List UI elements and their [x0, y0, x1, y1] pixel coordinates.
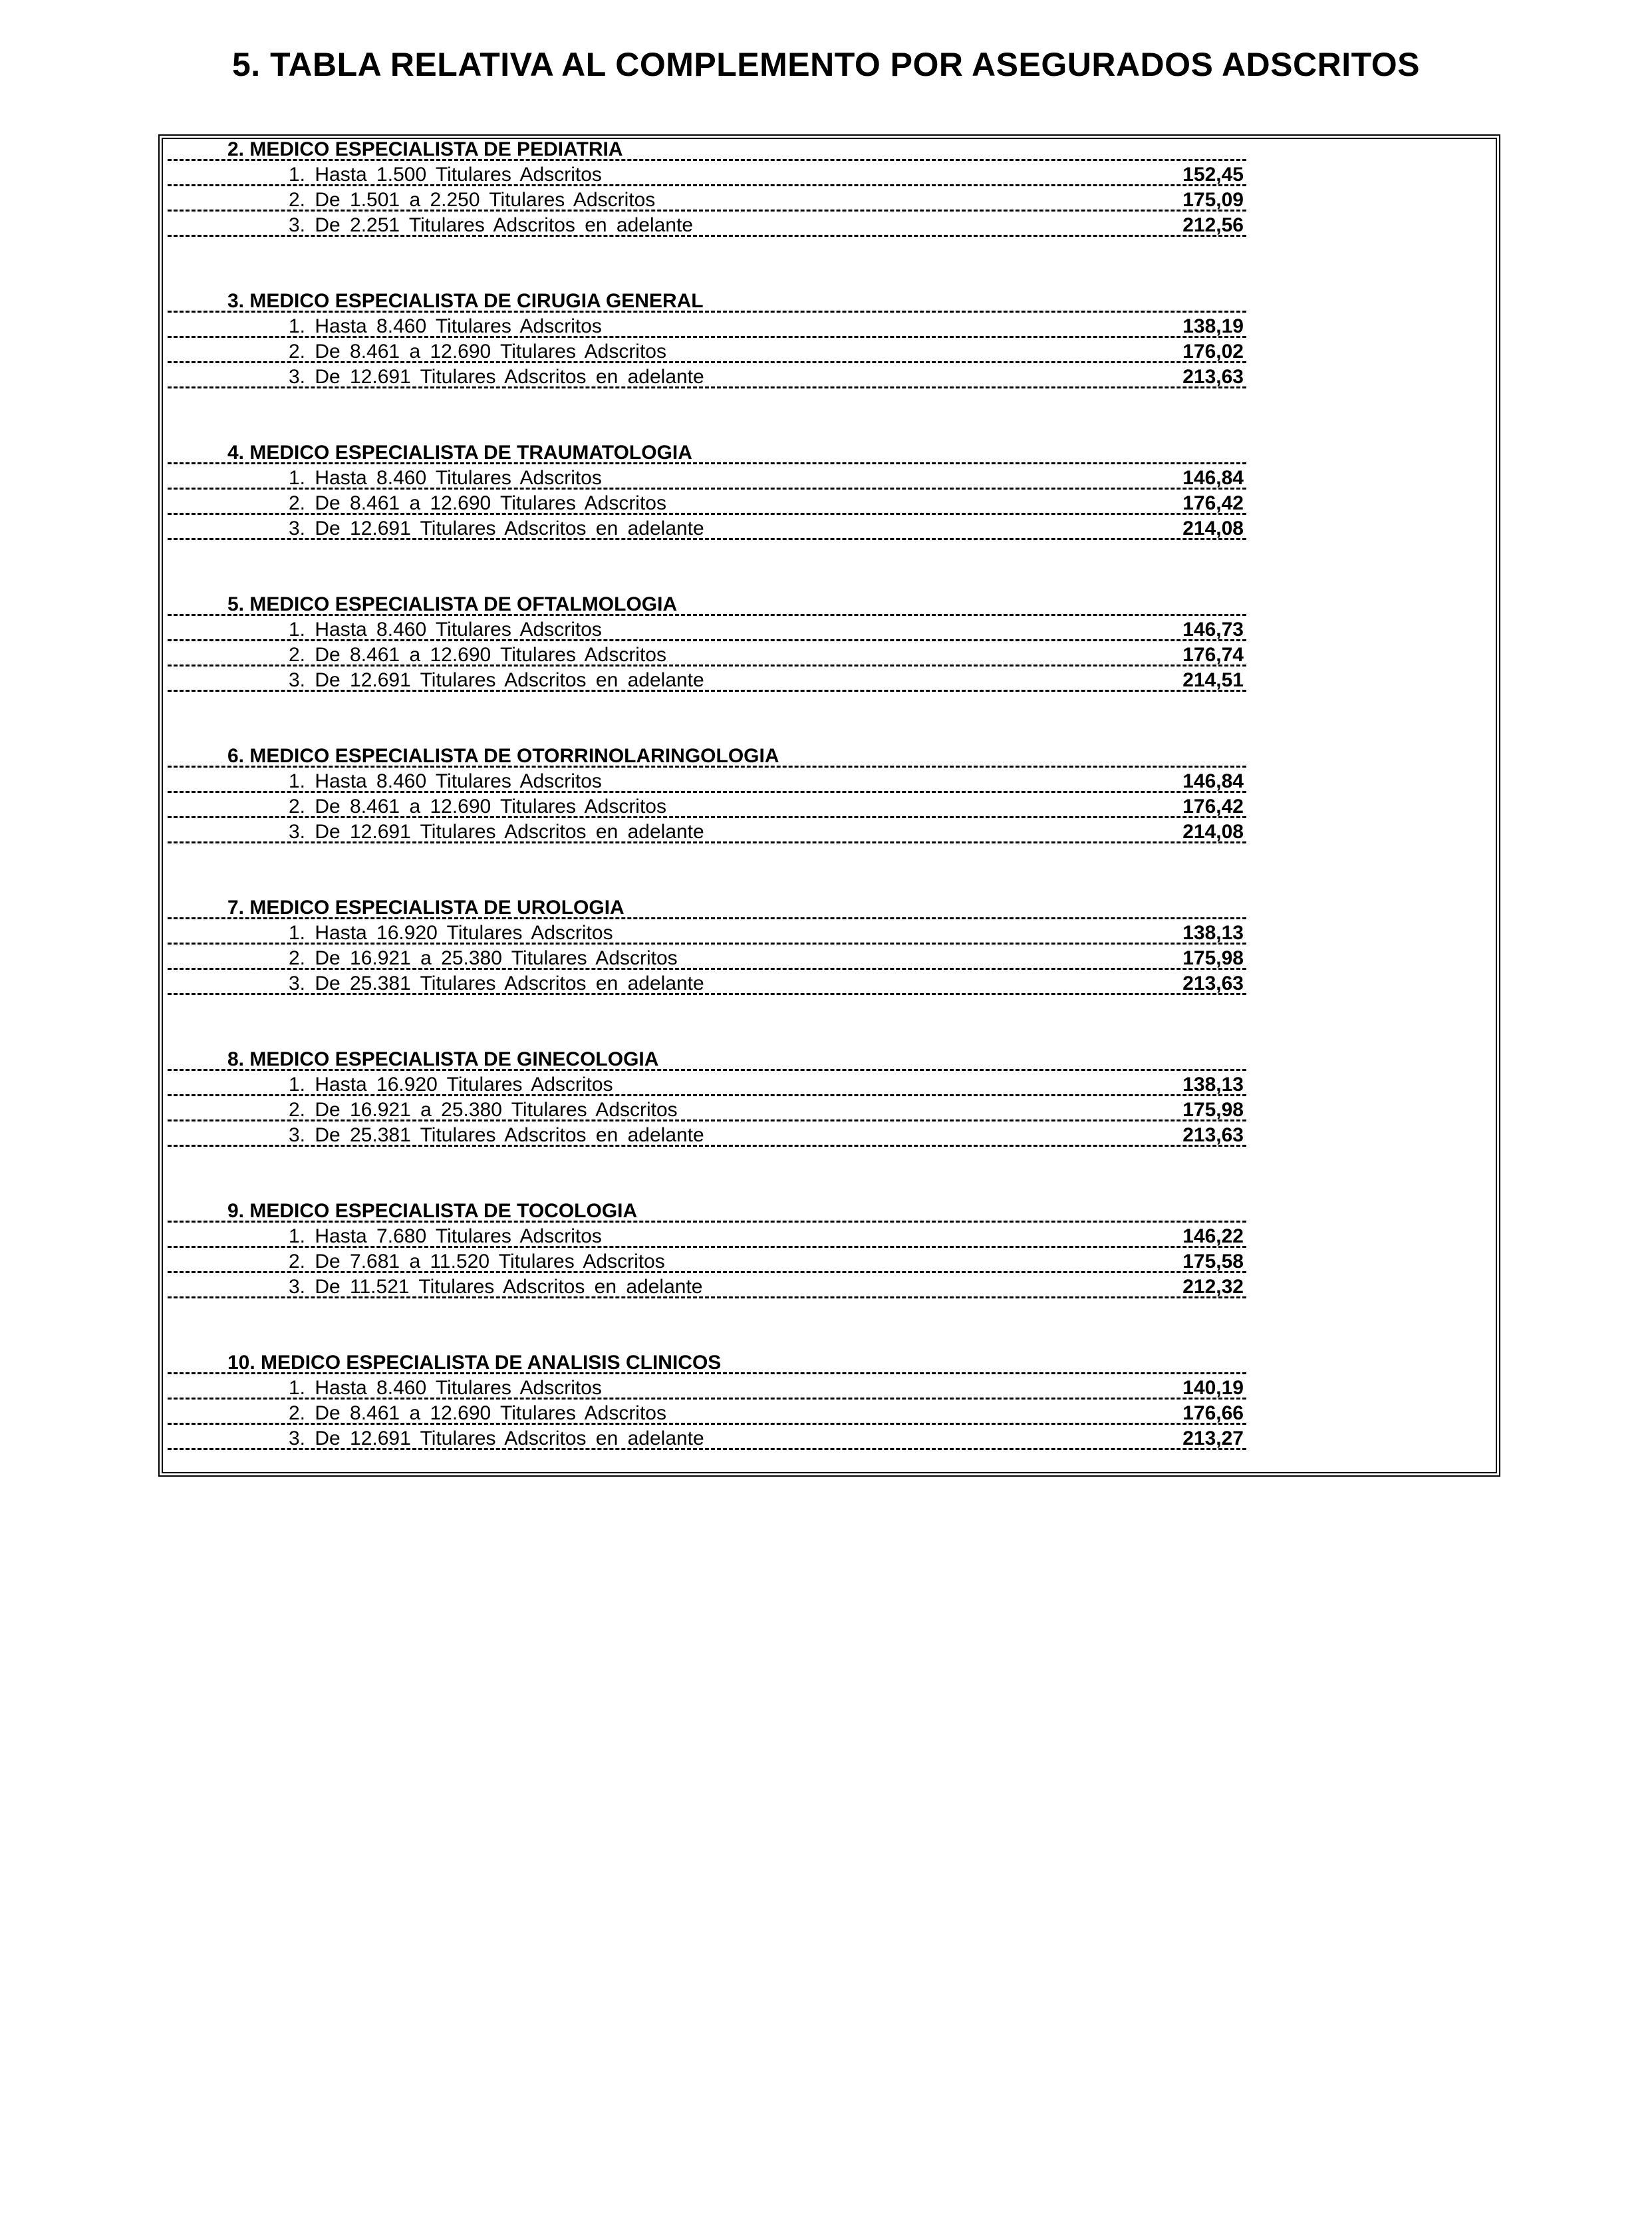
- row-value: 146,84: [1182, 467, 1244, 489]
- section-heading: 2. MEDICO ESPECIALISTA DE PEDIATRIA: [227, 138, 623, 160]
- row-value: 175,58: [1182, 1251, 1244, 1272]
- row-value: 176,02: [1182, 341, 1244, 363]
- section-heading: 6. MEDICO ESPECIALISTA DE OTORRINOLARINGOLOGIA: [227, 745, 779, 767]
- row-value: 214,08: [1182, 821, 1244, 843]
- section-heading: 3. MEDICO ESPECIALISTA DE CIRUGIA GENERAL: [227, 290, 704, 312]
- row-value: 175,98: [1182, 1099, 1244, 1121]
- row-value: 152,45: [1182, 164, 1244, 186]
- tariff-section: [168, 741, 1246, 843]
- section-heading: 4. MEDICO ESPECIALISTA DE TRAUMATOLOGIA: [227, 442, 692, 464]
- row-value: 176,42: [1182, 796, 1244, 817]
- row-label: 1. Hasta 8.460 Titulares Adscritos: [289, 467, 602, 489]
- table-row: [168, 970, 1246, 995]
- row-label: 3. De 11.521 Titulares Adscritos en adelante: [289, 1276, 703, 1298]
- row-label: 2. De 7.681 a 11.520 Titulares Adscritos: [289, 1251, 665, 1272]
- row-label: 2. De 8.461 a 12.690 Titulares Adscritos: [289, 796, 666, 817]
- row-value: 213,63: [1182, 1124, 1244, 1146]
- row-label: 1. Hasta 7.680 Titulares Adscritos: [289, 1225, 602, 1247]
- row-label: 1. Hasta 8.460 Titulares Adscritos: [289, 315, 602, 337]
- row-value: 175,98: [1182, 947, 1244, 969]
- row-value: 213,63: [1182, 366, 1244, 388]
- row-value: 146,84: [1182, 770, 1244, 792]
- row-value: 212,32: [1182, 1276, 1244, 1298]
- tariff-section: [168, 286, 1246, 388]
- table-row: [168, 1223, 1246, 1248]
- table-row: [168, 1071, 1246, 1096]
- row-value: 146,22: [1182, 1225, 1244, 1247]
- section-heading-row: [168, 438, 1246, 464]
- row-label: 1. Hasta 8.460 Titulares Adscritos: [289, 770, 602, 792]
- table-row: [168, 1273, 1246, 1298]
- row-label: 3. De 25.381 Titulares Adscritos en adelante: [289, 1124, 704, 1146]
- table-row: [168, 641, 1246, 667]
- row-value: 214,08: [1182, 518, 1244, 539]
- table-row: [168, 1425, 1246, 1450]
- tariff-section: [168, 893, 1246, 995]
- row-value: 176,66: [1182, 1402, 1244, 1424]
- tariff-section: [168, 1044, 1246, 1147]
- row-value: 176,42: [1182, 492, 1244, 514]
- row-label: 2. De 8.461 a 12.690 Titulares Adscritos: [289, 341, 666, 363]
- section-heading: 5. MEDICO ESPECIALISTA DE OFTALMOLOGIA: [227, 593, 678, 615]
- row-label: 2. De 8.461 a 12.690 Titulares Adscritos: [289, 1402, 666, 1424]
- row-label: 2. De 8.461 a 12.690 Titulares Adscritos: [289, 644, 666, 666]
- row-value: 138,13: [1182, 1074, 1244, 1096]
- row-label: 3. De 25.381 Titulares Adscritos en adelante: [289, 972, 704, 994]
- row-label: 2. De 8.461 a 12.690 Titulares Adscritos: [289, 492, 666, 514]
- section-heading: 7. MEDICO ESPECIALISTA DE UROLOGIA: [227, 897, 624, 919]
- row-label: 3. De 12.691 Titulares Adscritos en adelante: [289, 366, 704, 388]
- table-row: [168, 616, 1246, 641]
- row-label: 1. Hasta 1.500 Titulares Adscritos: [289, 164, 602, 186]
- row-label: 3. De 12.691 Titulares Adscritos en adelante: [289, 1427, 704, 1449]
- table-row: [168, 1400, 1246, 1425]
- table-row: [168, 186, 1246, 212]
- row-label: 2. De 1.501 a 2.250 Titulares Adscritos: [289, 189, 656, 211]
- tariff-section: [168, 438, 1246, 540]
- table-row: [168, 818, 1246, 843]
- row-value: 146,73: [1182, 619, 1244, 641]
- tariff-section: [168, 589, 1246, 692]
- section-heading-row: [168, 286, 1246, 313]
- row-value: 212,56: [1182, 214, 1244, 236]
- section-heading: 9. MEDICO ESPECIALISTA DE TOCOLOGIA: [227, 1200, 638, 1222]
- row-label: 3. De 12.691 Titulares Adscritos en adelante: [289, 518, 704, 539]
- row-value: 213,27: [1182, 1427, 1244, 1449]
- section-heading: 8. MEDICO ESPECIALISTA DE GINECOLOGIA: [227, 1048, 659, 1070]
- row-label: 1. Hasta 8.460 Titulares Adscritos: [289, 619, 602, 641]
- table-row: [168, 490, 1246, 515]
- table-row: [168, 945, 1246, 970]
- tariff-section: [168, 1348, 1246, 1450]
- table-row: [168, 338, 1246, 363]
- tariff-section: [168, 1196, 1246, 1298]
- row-label: 2. De 16.921 a 25.380 Titulares Adscritos: [289, 1099, 678, 1121]
- table-row: [168, 363, 1246, 388]
- row-value: 138,13: [1182, 922, 1244, 944]
- table-row: [168, 793, 1246, 818]
- section-heading-row: [168, 1044, 1246, 1071]
- section-heading: 10. MEDICO ESPECIALISTA DE ANALISIS CLINICOS: [227, 1352, 722, 1374]
- row-value: 138,19: [1182, 315, 1244, 337]
- row-value: 175,09: [1182, 189, 1244, 211]
- section-heading-row: [168, 589, 1246, 616]
- table-row: [168, 212, 1246, 237]
- row-label: 3. De 2.251 Titulares Adscritos en adelante: [289, 214, 694, 236]
- row-label: 1. Hasta 8.460 Titulares Adscritos: [289, 1377, 602, 1399]
- tariff-section: [168, 134, 1246, 237]
- row-label: 1. Hasta 16.920 Titulares Adscritos: [289, 922, 613, 944]
- row-label: 2. De 16.921 a 25.380 Titulares Adscritos: [289, 947, 678, 969]
- row-label: 3. De 12.691 Titulares Adscritos en adelante: [289, 669, 704, 691]
- table-row: [168, 464, 1246, 490]
- section-heading-row: [168, 741, 1246, 768]
- row-label: 1. Hasta 16.920 Titulares Adscritos: [289, 1074, 613, 1096]
- table-row: [168, 1248, 1246, 1273]
- section-heading-row: [168, 1196, 1246, 1223]
- section-heading-row: [168, 134, 1246, 161]
- table-row: [168, 768, 1246, 793]
- row-label: 3. De 12.691 Titulares Adscritos en adelante: [289, 821, 704, 843]
- table-row: [168, 919, 1246, 945]
- row-value: 214,51: [1182, 669, 1244, 691]
- table-row: [168, 1374, 1246, 1400]
- row-value: 140,19: [1182, 1377, 1244, 1399]
- row-value: 176,74: [1182, 644, 1244, 666]
- table-row: [168, 667, 1246, 692]
- table-row: [168, 313, 1246, 338]
- table-row: [168, 1121, 1246, 1147]
- section-heading-row: [168, 1348, 1246, 1374]
- table-row: [168, 515, 1246, 540]
- section-heading-row: [168, 893, 1246, 919]
- row-value: 213,63: [1182, 972, 1244, 994]
- page-title: 5. TABLA RELATIVA AL COMPLEMENTO POR ASEGURADOS ADSCRITOS: [232, 46, 1420, 83]
- table-row: [168, 1096, 1246, 1121]
- table-row: [168, 161, 1246, 186]
